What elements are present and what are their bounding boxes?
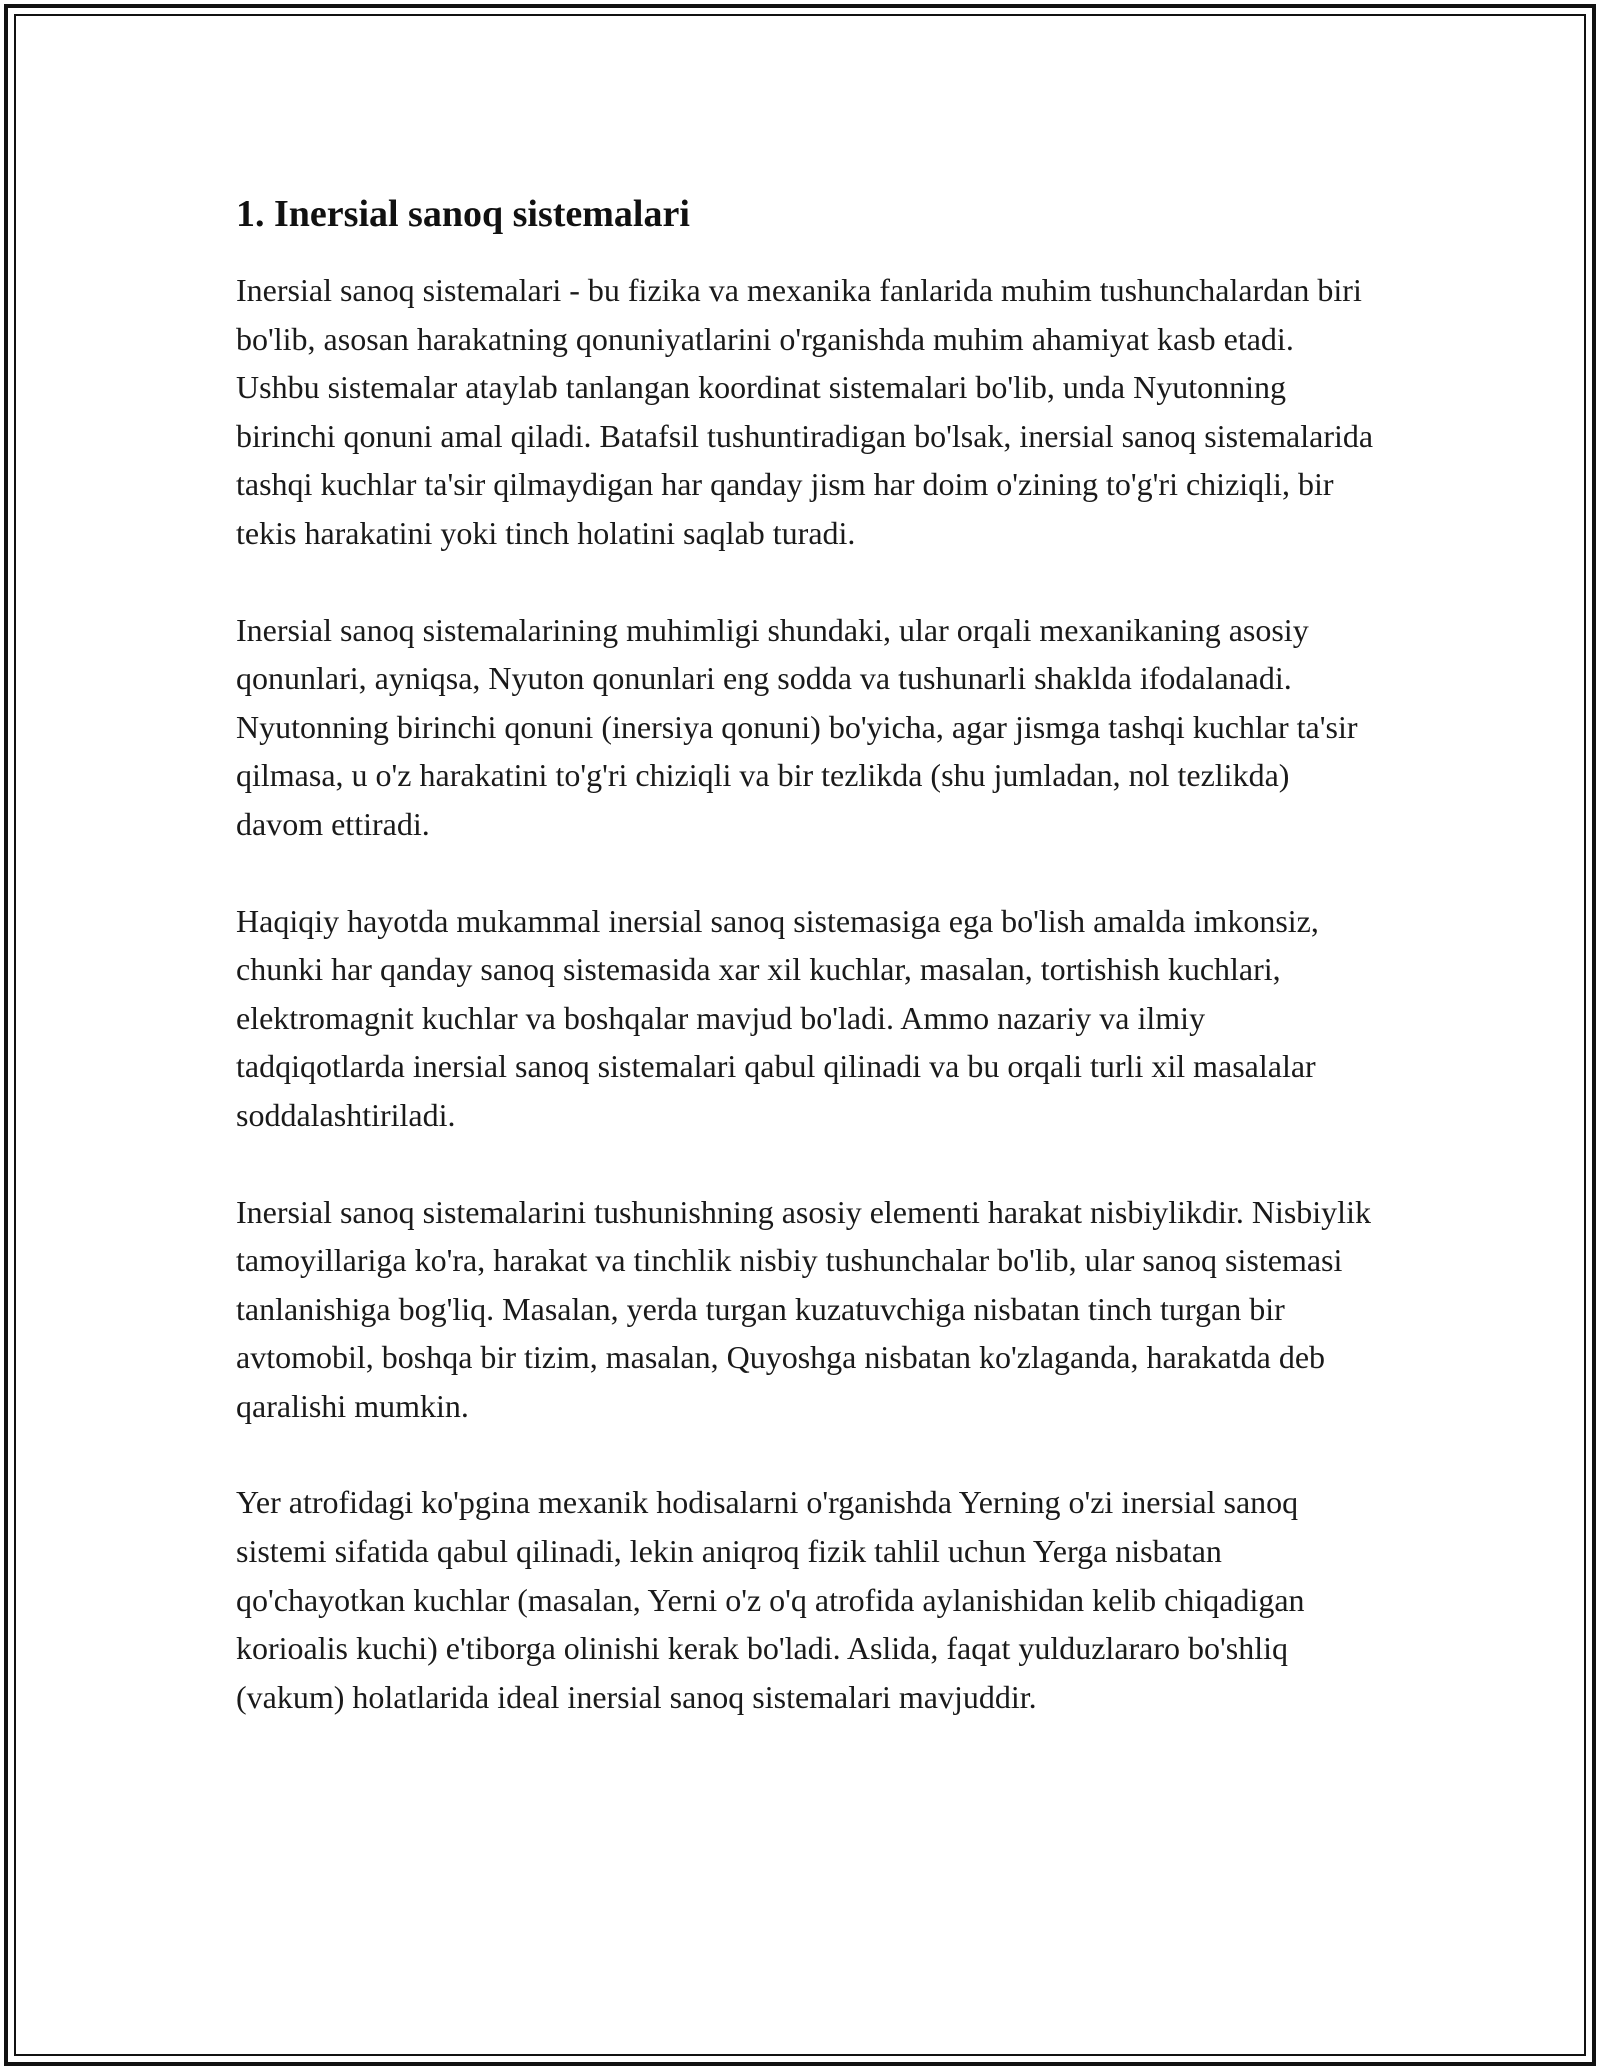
section-heading: 1. Inersial sanoq sistemalari	[236, 193, 690, 235]
paragraph-2: Inersial sanoq sistemalarining muhimligi shundaki, ular orqali mexanikaning asosiy qonunlari, ayniqsa, Nyuton qonunlari eng sodda va tushunarli shaklda ifodalanadi. Nyutonning birinchi qonuni (inersiya qonuni) bo'yicha, agar jismga tashqi kuchlar ta'sir qilmasa, u o'z harakatini to'g'ri chiziqli va bir tezlikda (shu jumladan, nol tezlikda) davom ettiradi.	[236, 611, 1358, 842]
paragraph-4: Inersial sanoq sistemalarini tushunishning asosiy elementi harakat nisbiylikdir. Nisbiylik tamoyillariga ko'ra, harakat va tinchlik nisbiy tushunchalar bo'lib, ular sanoq sistemasi tanlanishiga bog'liq. Masalan, yerda turgan kuzatuvchiga nisbatan tinch turgan bir avtomobil, boshqa bir tizim, masalan, Quyoshga nisbatan ko'zlaganda, harakatda deb qaralishi mumkin.	[236, 1193, 1371, 1424]
document-body	[236, 188, 1376, 1769]
paragraph-1: Inersial sanoq sistemalari - bu fizika va mexanika fanlarida muhim tushunchalardan biri bo'lib, asosan harakatning qonuniyatlarini o'rganishda muhim ahamiyat kasb etadi. Ushbu sistemalar ataylab tanlangan koordinat sistemalari bo'lib, unda Nyutonning birinchi qonuni amal qiladi. Batafsil tushuntiradigan bo'lsak, inersial sanoq sistemalarida tashqi kuchlar ta'sir qilmaydigan har qanday jism har doim o'zining to'g'ri chiziqli, bir tekis harakatini yoki tinch holatini saqlab turadi.	[236, 272, 1374, 551]
paragraph-5: Yer atrofidagi ko'pgina mexanik hodisalarni o'rganishda Yerning o'zi inersial sanoq sistemi sifatida qabul qilinadi, lekin aniqroq fizik tahlil uchun Yerga nisbatan qo'chayotkan kuchlar (masalan, Yerni o'z o'q atrofida aylanishidan kelib chiqadigan korioalis kuchi) e'tiborga olinishi kerak bo'ladi. Aslida, faqat yulduzlararo bo'shliq (vakum) holatlarida ideal inersial sanoq sistemalari mavjuddir.	[236, 1484, 1305, 1715]
paragraph-3: Haqiqiy hayotda mukammal inersial sanoq sistemasiga ega bo'lish amalda imkonsiz, chunki har qanday sanoq sistemasida xar xil kuchlar, masalan, tortishish kuchlari, elektromagnit kuchlar va boshqalar mavjud bo'ladi. Ammo nazariy va ilmiy tadqiqotlarda inersial sanoq sistemalari qabul qilinadi va bu orqali turli xil masalalar soddalashtiriladi.	[236, 902, 1319, 1133]
